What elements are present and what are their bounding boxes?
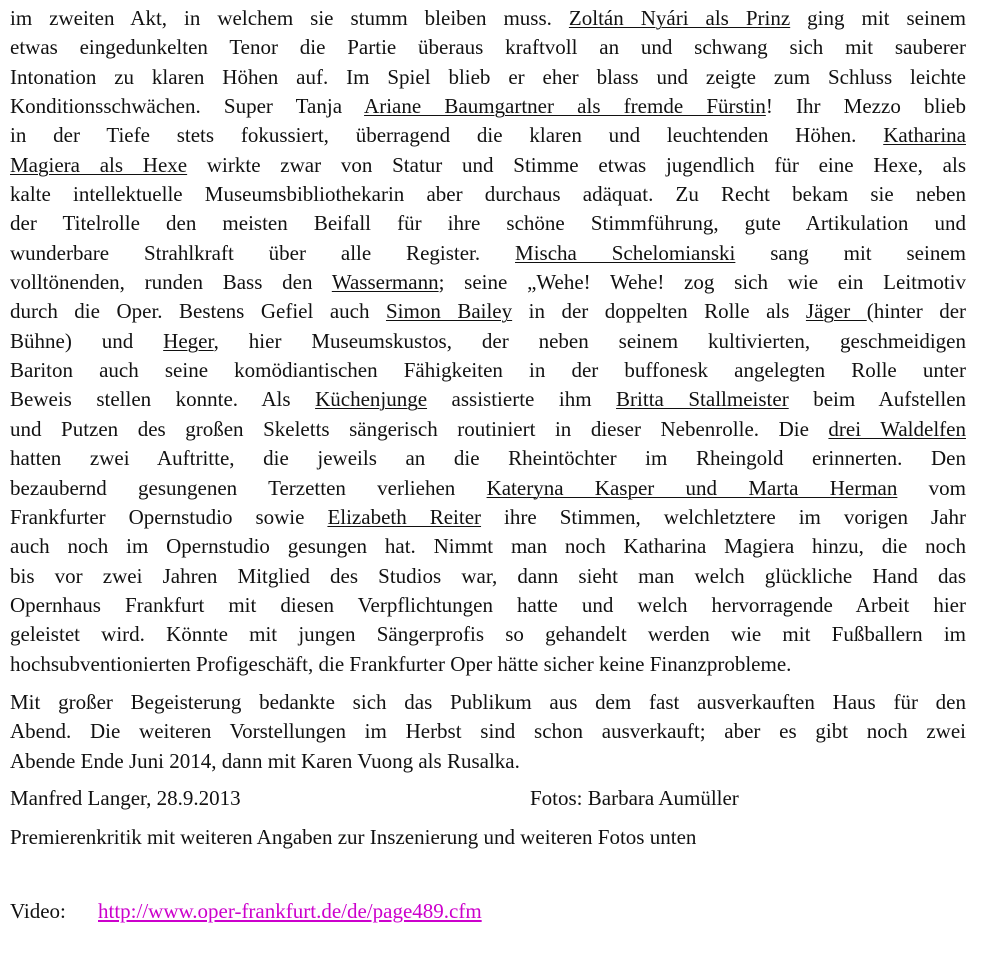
text-run: wirkte zwar von Statur und Stimme etwas jugendlich für eine Hexe, als	[187, 152, 966, 177]
text-run: ! Ihr Mezzo blieb	[765, 94, 966, 119]
text-line	[10, 92, 966, 121]
underlined-name: Simon Bailey	[385, 299, 513, 324]
text-run: und Putzen des großen Skeletts sängerisch routiniert in dieser Nebenrolle. Die	[10, 416, 829, 441]
underlined-name: Magiera als Hexe	[10, 152, 188, 177]
text-line	[10, 180, 966, 209]
text-line	[10, 268, 966, 297]
review-paragraph-audience	[10, 688, 966, 776]
text-run: etwas eingedunkelten Tenor die Partie überaus kraftvoll an und schwang sich mit sauberer	[10, 35, 966, 60]
text-run: in der Tiefe stets fokussiert, überragend die klaren und leuchtenden Höhen.	[10, 123, 884, 148]
text-line	[10, 297, 966, 326]
author-date: Manfred Langer, 28.9.2013	[10, 785, 241, 810]
premiere-review-note: Premierenkritik mit weiteren Angaben zur Inszenierung und weiteren Fotos unten	[10, 824, 697, 849]
article-body	[10, 4, 966, 927]
text-run: Bariton auch seine komödiantischen Fähigkeiten in der buffonesk angelegten Rolle unter	[10, 358, 966, 383]
text-run: ging mit seinem	[790, 6, 966, 30]
text-line	[10, 562, 966, 591]
text-run: volltönenden, runden Bass den	[10, 270, 332, 295]
text-run: assistierte ihm	[427, 387, 617, 412]
text-line	[10, 33, 966, 62]
text-line	[10, 444, 966, 473]
text-run: hatten zwei Auftritte, die jeweils an die Rheintöchter im Rheingold erinnerten. Den	[10, 446, 966, 471]
photo-credit: Fotos: Barbara Aumüller	[530, 785, 739, 810]
text-run: geleistet wird. Könnte mit jungen Sängerprofis so gehandelt werden wie mit Fußballern im	[10, 622, 966, 647]
video-line	[10, 897, 966, 926]
underlined-name: Küchenjunge	[315, 387, 428, 412]
text-line	[10, 327, 966, 356]
text-line: Abende Ende Juni 2014, dann mit Karen Vuong als Rusalka.	[10, 748, 520, 773]
text-run: ; seine „Wehe! Wehe! zog sich wie ein Leitmotiv	[438, 270, 966, 295]
text-run: Opernhaus Frankfurt mit diesen Verpflichtungen hatte und welch hervorragende Arbeit hier	[10, 592, 966, 617]
text-run: der Titelrolle den meisten Beifall für ihre schöne Stimmführung, gute Artikulation und	[10, 211, 966, 236]
text-run: sang mit seinem	[735, 240, 966, 265]
underlined-name: Elizabeth Reiter	[327, 504, 482, 529]
underlined-name: Zoltán Nyári als Prinz	[568, 6, 791, 30]
underlined-name: Jäger	[805, 299, 867, 324]
underlined-name: drei Waldelfen	[828, 416, 966, 441]
text-line	[10, 385, 966, 414]
text-run: im zweiten Akt, in welchem sie stumm bleiben muss.	[10, 6, 569, 30]
text-run: Frankfurter Opernstudio sowie	[10, 504, 328, 529]
text-line	[10, 239, 966, 268]
text-run: kalte intellektuelle Museumsbibliothekarin aber durchaus adäquat. Zu Recht bekam sie neben	[10, 182, 966, 207]
text-line: Mit großer Begeisterung bedankte sich das Publikum aus dem fast ausverkauften Haus für den	[10, 689, 966, 714]
text-run: Konditionsschwächen. Super Tanja	[10, 94, 365, 119]
text-line	[10, 356, 966, 385]
video-link[interactable]: http://www.oper-frankfurt.de/de/page489.cfm	[98, 899, 482, 924]
underlined-name: Katharina	[883, 123, 966, 148]
underlined-name: Heger	[163, 328, 214, 353]
text-line	[10, 151, 966, 180]
text-run: bezaubernd gesungenen Terzetten verliehen	[10, 475, 487, 500]
text-run: vom	[897, 475, 966, 500]
underlined-name: Kateryna Kasper und Marta Herman	[486, 475, 898, 500]
text-run: auch noch im Opernstudio gesungen hat. Nimmt man noch Katharina Magiera hinzu, die noch	[10, 534, 966, 559]
text-line	[10, 591, 966, 620]
text-line: Abend. Die weiteren Vorstellungen im Herbst sind schon ausverkauft; aber es gibt noch zwei	[10, 719, 966, 744]
text-run: in der doppelten Rolle als	[512, 299, 806, 324]
video-label: Video:	[10, 899, 66, 924]
text-run: Beweis stellen konnte. Als	[10, 387, 316, 412]
text-line	[10, 209, 966, 238]
underlined-name: Mischa Schelomianski	[515, 240, 736, 265]
text-run: bis vor zwei Jahren Mitglied des Studios war, dann sieht man welch glückliche Hand das	[10, 563, 966, 588]
text-line	[10, 650, 966, 679]
text-line	[10, 63, 966, 92]
underlined-name: Wassermann	[331, 270, 439, 295]
text-run: Bühne) und	[10, 328, 164, 353]
text-run: ihre Stimmen, welchletztere im vorigen Jahr	[481, 504, 966, 529]
text-line	[10, 121, 966, 150]
text-run: durch die Oper. Bestens Gefiel auch	[10, 299, 386, 324]
text-line	[10, 4, 966, 33]
text-line	[10, 620, 966, 649]
underlined-name: Ariane Baumgartner als fremde Fürstin	[364, 94, 766, 119]
signature-line	[10, 784, 966, 814]
text-run: Intonation zu klaren Höhen auf. Im Spiel blieb er eher blass und zeigte zum Schluss leichte	[10, 64, 966, 89]
text-run: wunderbare Strahlkraft über alle Register.	[10, 240, 516, 265]
review-paragraph-cast	[10, 4, 966, 679]
text-run: hochsubventionierten Profigeschäft, die Frankfurter Oper hätte sicher keine Finanzprobleme.	[10, 651, 792, 676]
text-run: beim Aufstellen	[788, 387, 967, 412]
text-line	[10, 415, 966, 444]
text-line	[10, 532, 966, 561]
text-line	[10, 474, 966, 503]
text-run: , hier Museumskustos, der neben seinem kultivierten, geschmeidigen	[213, 328, 966, 353]
text-line	[10, 503, 966, 532]
text-run: (hinter der	[866, 299, 967, 324]
underlined-name: Britta Stallmeister	[616, 387, 789, 412]
